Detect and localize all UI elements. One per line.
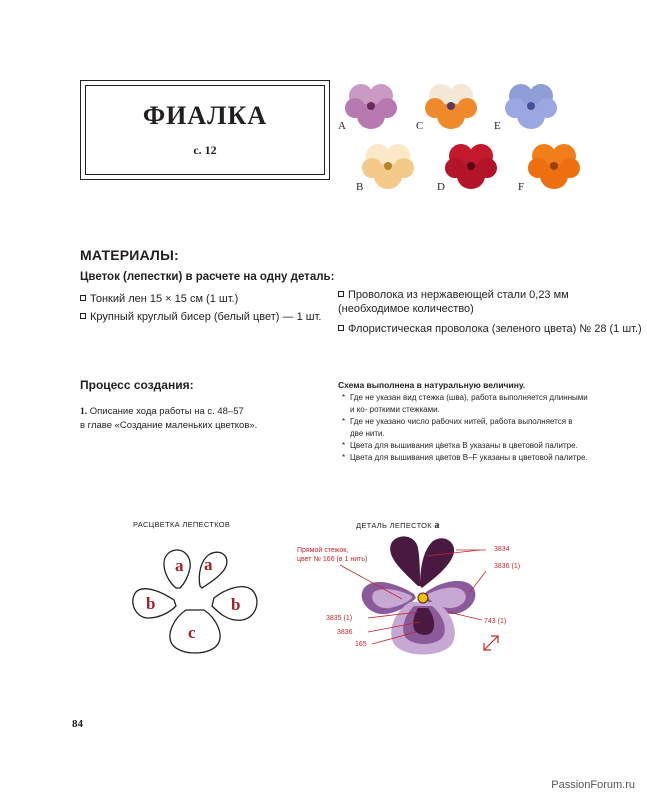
flower-label: D: [437, 181, 445, 193]
title-box: [80, 80, 330, 180]
page-title: ФИАЛКА: [142, 101, 268, 130]
material-item: Проволока из нержавеющей стали 0,23 мм (необходимое количество): [338, 289, 569, 315]
petal-letter: a: [175, 556, 184, 575]
scheme-title: Схема выполнена в натуральную величину.: [338, 380, 526, 390]
flower-label: A: [338, 120, 346, 132]
checkbox-bullet-icon: [80, 313, 86, 319]
note-item: * Где не указан вид стежка (шва), работа выполняется длинными и ко- роткими стежками.: [342, 393, 588, 414]
color-callout-3834: 3834: [494, 546, 510, 553]
color-callout-3835-1: 3835 (1): [326, 615, 353, 622]
note-item: * Где не указано число рабочих нитей, работа выполняется в две нити.: [342, 417, 573, 438]
flower-label: F: [518, 181, 525, 193]
flower-label: B: [356, 181, 364, 193]
color-callout-165: 165: [355, 641, 367, 648]
checkbox-bullet-icon: [338, 325, 344, 331]
bias-arrow-icon: [481, 633, 501, 653]
flower-center: [418, 593, 428, 603]
page-reference: с. 12: [193, 143, 217, 157]
watermark: PassionForum.ru: [551, 779, 635, 791]
note-item: * Цвета для вышивания цветка В указаны в цветовой палитре.: [342, 441, 578, 450]
petal-letter: b: [231, 595, 241, 614]
petal-letter: c: [188, 623, 196, 642]
color-callout-743-1: 743 (1): [484, 618, 507, 625]
petal-coloring-diagram: [128, 540, 264, 660]
process-heading: Процесс создания:: [80, 378, 194, 392]
flower-photo: [362, 142, 414, 190]
flower-photo: [505, 82, 557, 130]
callout-lines: [360, 610, 490, 650]
materials-subheading: Цветок (лепестки) в расчете на одну деталь:: [80, 271, 335, 283]
flower-photo: [445, 142, 497, 190]
coloring-label: РАСЦВЕТКА ЛЕПЕСТКОВ: [133, 520, 231, 529]
flower-label: C: [416, 120, 424, 132]
process-step: 1. Описание хода работы на с. 48–57 в главе «Создание маленьких цветков».: [80, 406, 258, 431]
page-number: 84: [72, 718, 83, 730]
material-item: Крупный круглый бисер (белый цвет) — 1 шт.: [80, 310, 321, 324]
checkbox-bullet-icon: [338, 291, 344, 297]
flower-photo: [345, 82, 397, 130]
top-right-petal: [420, 538, 454, 588]
flower-label: E: [494, 120, 501, 132]
scheme-notes: [338, 392, 588, 464]
checkbox-bullet-icon: [80, 295, 86, 301]
materials-heading: МАТЕРИАЛЫ:: [80, 247, 179, 263]
stitch-callout: Прямой стежок, цвет № 166 (в 1 нить): [297, 547, 368, 563]
petal-letter: b: [146, 594, 156, 613]
flower-photo: [528, 142, 580, 190]
stitch-callout-line: [340, 555, 410, 605]
detail-label: ДЕТАЛЬ ЛЕПЕСТОК a: [356, 520, 440, 531]
material-item: Флористическая проволока (зеленого цвета) № 28 (1 шт.): [338, 322, 642, 336]
color-callout-3836: 3836: [337, 629, 353, 636]
flower-photo: [425, 82, 477, 130]
note-item: * Цвета для вышивания цветов B–F указаны в цветовой палитре.: [342, 453, 588, 462]
color-callout-3836-1: 3836 (1): [494, 563, 521, 570]
petal-letter: a: [204, 555, 213, 574]
material-item: Тонкий лен 15 × 15 см (1 шт.): [80, 292, 238, 306]
